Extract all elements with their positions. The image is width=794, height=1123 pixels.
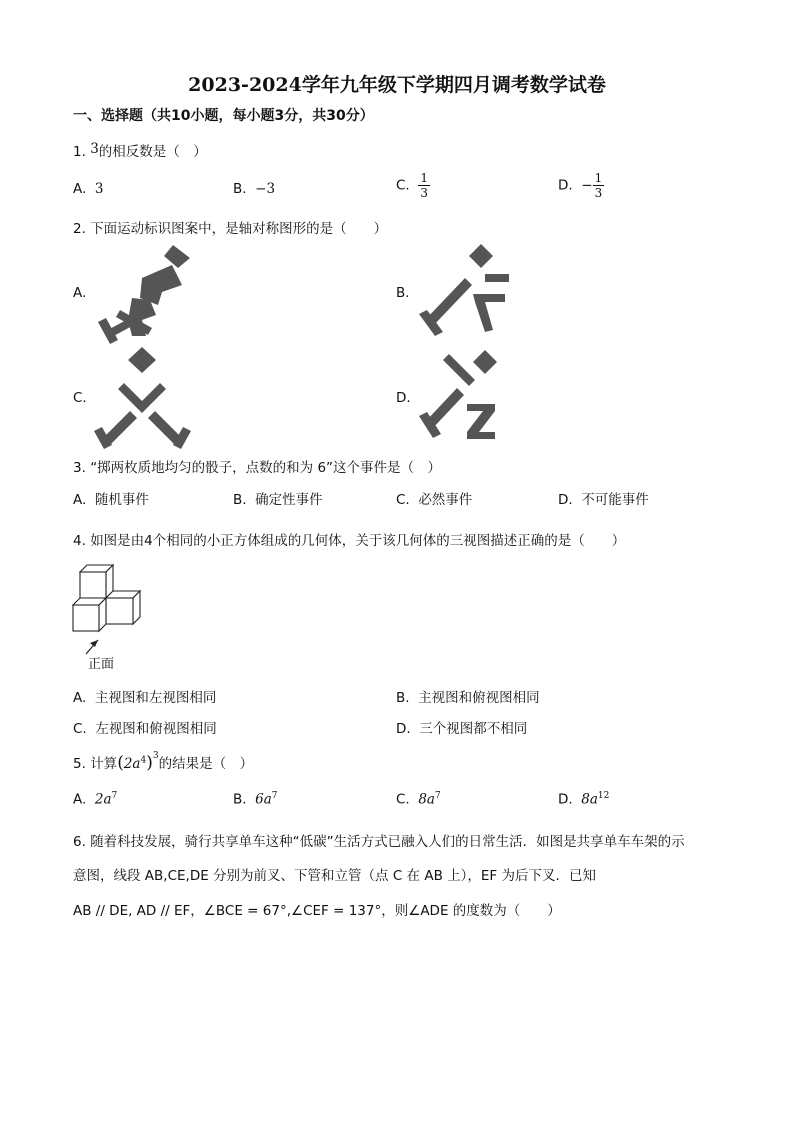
section-heading: 一、选择题（共10小题，每小题3分，共30分）	[73, 108, 374, 124]
question-6-line-3: AB // DE, AD // EF，∠BCE = 67°,∠CEF = 137°，则∠ADE 的度数为（ ）	[73, 903, 561, 919]
question-lead-number: 3	[90, 141, 99, 157]
option-d: D. 不可能事件	[558, 492, 649, 508]
question-5: 5. 计算$(2a^4)^3$的结果是（ ）	[73, 751, 254, 773]
option-d-label: D.	[396, 390, 411, 406]
option-a: A. 3	[73, 181, 104, 197]
question-4: 4. 如图是由4个相同的小正方体组成的几何体，关于该几何体的三视图描述正确的是（ ）	[73, 533, 626, 549]
option-d: D. $8a^{12}$	[558, 791, 610, 808]
question-1	[73, 140, 207, 160]
question-3: 3. “掷两枚质地均匀的骰子，点数的和为 6”这个事件是（ ）	[73, 460, 442, 476]
question-2: 2. 下面运动标识图案中，是轴对称图形的是（ ）	[73, 221, 388, 237]
option-c-label: C.	[73, 390, 87, 406]
option-a-label: A.	[73, 285, 87, 301]
math-expression: 2a	[123, 756, 141, 772]
sports-icon-b	[415, 242, 515, 342]
question-number: 1.	[73, 144, 86, 160]
option-c: C. 必然事件	[396, 492, 473, 508]
sports-icon-a	[90, 240, 200, 350]
option-d: D. 三个视图都不相同	[396, 721, 528, 737]
option-c: C. $8a^7$	[396, 791, 441, 808]
cube-figure	[70, 560, 150, 660]
figure-label-front: 正面	[88, 657, 115, 672]
option-c: C. 左视图和俯视图相同	[73, 721, 217, 737]
option-a: A. 主视图和左视图相同	[73, 690, 217, 706]
option-b: B. 确定性事件	[233, 492, 323, 508]
option-b: B. $6a^7$	[233, 791, 278, 808]
question-6-line-2: 意图，线段 AB,CE,DE 分别为前叉、下管和立管（点 C 在 AB 上），EF 为后下叉．已知	[73, 868, 596, 884]
sports-icon-c	[90, 345, 195, 450]
sports-icon-d	[415, 348, 515, 448]
option-d: D. − $\frac{1}{3}$	[558, 171, 603, 200]
question-stem: 的相反数是（ ）	[98, 144, 207, 160]
fraction: $\frac{1}{3}$	[594, 171, 603, 200]
fraction: $\frac{1}{3}$	[420, 171, 428, 200]
option-b: B. −3	[233, 181, 276, 197]
option-a: A. $2a^7$	[73, 791, 118, 808]
page-title: 2023-2024学年九年级下学期四月调考数学试卷	[188, 74, 606, 96]
option-b-label: B.	[396, 285, 410, 301]
option-c: C. $\frac{1}{3}$	[396, 171, 428, 200]
question-6-line-1: 6. 随着科技发展，骑行共享单车这种“低碳”生活方式已融入人们的日常生活．如图是共享单车车架的示	[73, 834, 685, 850]
option-b: B. 主视图和俯视图相同	[396, 690, 540, 706]
option-a: A. 随机事件	[73, 492, 149, 508]
